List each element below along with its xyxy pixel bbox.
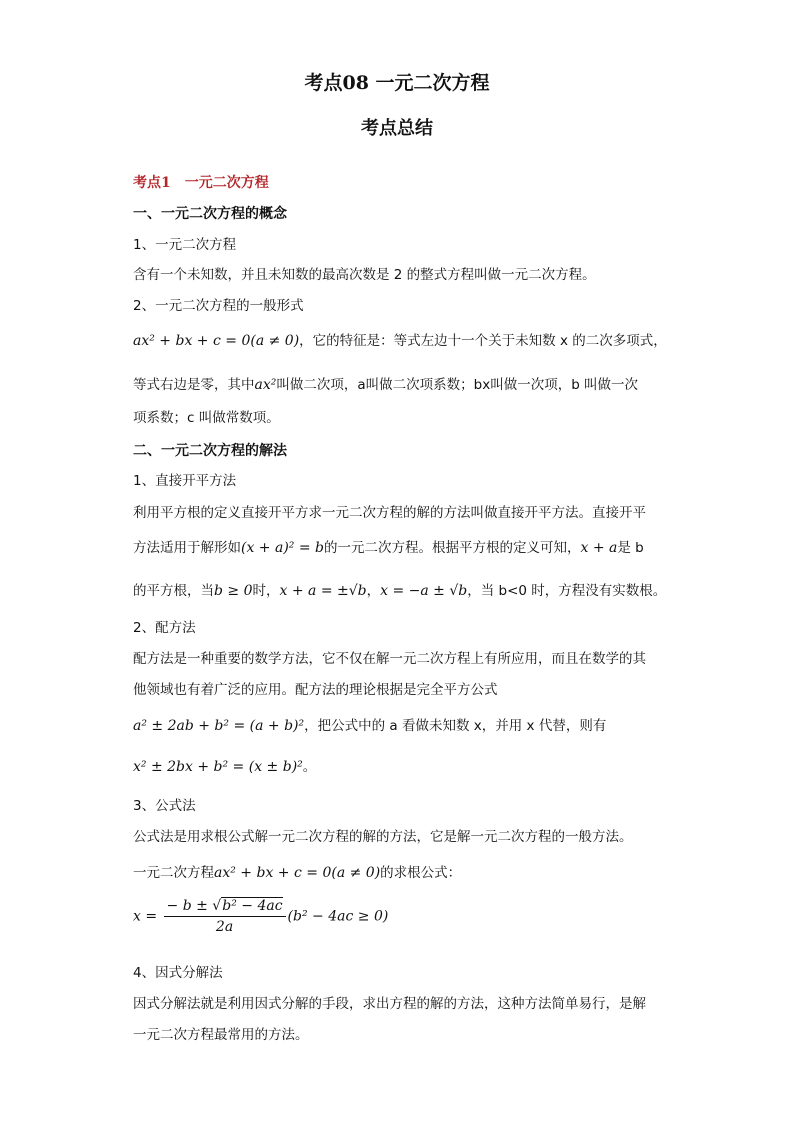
quadratic-term: ax²: [254, 377, 277, 393]
method3-title: 3、公式法: [133, 798, 196, 814]
method1-condition: b ≥ 0: [214, 583, 253, 599]
method3-text-a: 一元二次方程: [133, 865, 214, 881]
method4-line2: 一元二次方程最常用的方法。: [133, 1027, 309, 1043]
method1-text-a: 方法适用于解形如: [133, 540, 241, 556]
general-form-formula: ax² + bx + c = 0(a ≠ 0): [133, 333, 300, 349]
part2-heading: 二、一元二次方程的解法: [133, 443, 287, 459]
formula-root: b² − 4ac: [222, 898, 283, 914]
item1-text: 含有一个未知数，并且未知数的最高次数是 2 的整式方程叫做一元二次方程。: [133, 267, 596, 283]
item2-line2: [133, 374, 673, 396]
method1-title: 1、直接开平方法: [133, 473, 237, 489]
method2-line2: 他领域也有着广泛的应用。配方法的理论根据是完全平方公式: [133, 682, 498, 698]
method3-form: ax² + bx + c = 0(a ≠ 0): [214, 865, 381, 881]
formula-condition: (b² − 4ac ≥ 0): [287, 908, 389, 925]
method2-title: 2、配方法: [133, 620, 196, 636]
method1-eq2: x = −a ± √b: [380, 583, 468, 599]
square-formula: a² ± 2ab + b² = (a + b)²: [133, 718, 305, 734]
square-formula-x: x² ± 2bx + b² = (x ± b)²: [133, 759, 303, 775]
formula-denominator: 2a: [215, 919, 234, 935]
formula-numerator: − b ± √b² − 4ac: [164, 898, 286, 917]
method2-text: ，把公式中的 a 看做未知数 x，并用 x 代替，则有: [304, 718, 607, 734]
method2-end: 。: [302, 759, 317, 775]
item2-text-b1: 等式右边是零，其中: [133, 377, 255, 393]
quadratic-formula: [133, 898, 673, 935]
method1-xa: x + a: [580, 540, 618, 556]
method3-line2: [133, 862, 673, 884]
method1-form: (x + a)² = b: [241, 540, 325, 556]
method2-line1: 配方法是一种重要的数学方法，它不仅在解一元二次方程上有所应用，而且在数学的其: [133, 651, 646, 667]
page-subtitle: 考点总结: [361, 118, 433, 139]
item2-title: 2、一元二次方程的一般形式: [133, 298, 304, 314]
method4-title: 4、因式分解法: [133, 965, 223, 981]
item2-text-a: ，它的特征是：等式左边十一个关于未知数 x 的二次多项式，: [299, 333, 667, 349]
item2-line3: 项系数；c 叫做常数项。: [133, 410, 280, 426]
method4-line1: 因式分解法就是利用因式分解的手段，求出方程的解的方法，这种方法简单易行，是解: [133, 996, 646, 1012]
formula-fraction: [164, 898, 286, 935]
method1-text-d: 的平方根，当: [133, 583, 214, 599]
method1-text-c: 是 b: [617, 540, 644, 556]
method3-line1: 公式法是用求根公式解一元二次方程的解的方法，它是解一元二次方程的一般方法。: [133, 829, 633, 845]
method3-text-b: 的求根公式：: [380, 865, 462, 881]
method1-line2: [133, 537, 673, 559]
item1-title: 1、一元二次方程: [133, 237, 237, 253]
part1-heading: 一、一元二次方程的概念: [133, 206, 287, 222]
item2-line1: [133, 330, 673, 352]
method1-text-b: 的一元二次方程。根据平方根的定义可知，: [324, 540, 581, 556]
method1-sep: ，: [366, 583, 381, 599]
formula-x: x =: [133, 908, 158, 925]
method1-text-f: ，当 b<0 时，方程没有实数根。: [467, 583, 667, 599]
method1-line3: [133, 580, 673, 602]
method1-text-e: 时，: [252, 583, 280, 599]
method2-line4: [133, 756, 673, 778]
page-title: 考点08 一元二次方程: [304, 72, 490, 94]
section-heading: 考点1 一元二次方程: [133, 175, 269, 191]
method2-line3: [133, 715, 673, 737]
method1-eq1: x + a = ±√b: [279, 583, 367, 599]
item2-text-b2: 叫做二次项，a叫做二次项系数；bx叫做一次项，b 叫做一次: [276, 377, 639, 393]
method1-line1: 利用平方根的定义直接开平方求一元二次方程的解的方法叫做直接开平方法。直接开平: [133, 505, 646, 521]
